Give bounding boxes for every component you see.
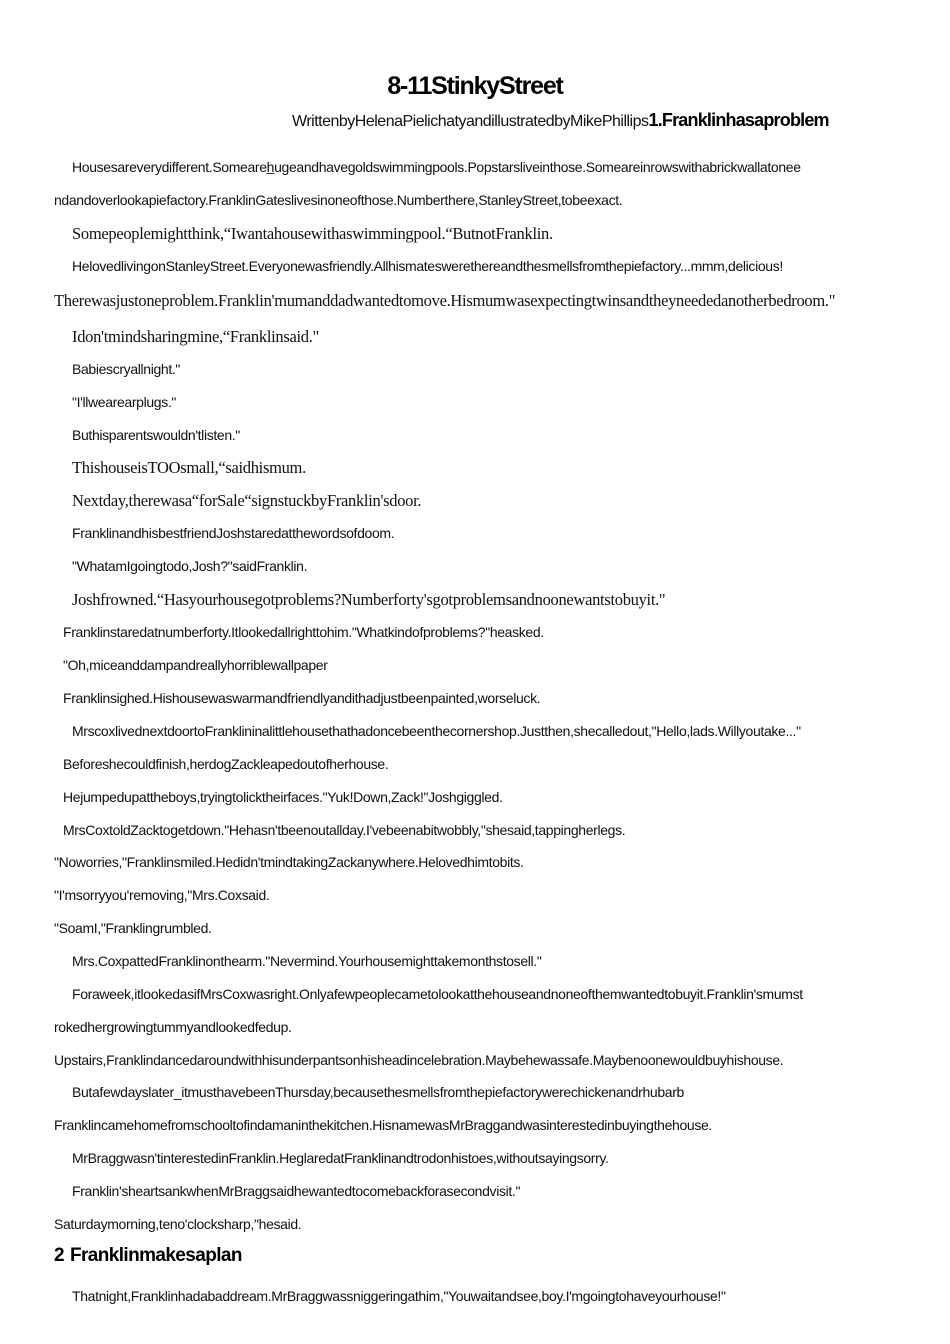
paragraph-line: ThishouseisTOOsmall,“saidhismum. [72,458,306,477]
paragraph-line: Butafewdayslater_itmusthavebeenThursday,becausethesmellsfromthepiefactorywerechickenandrhubarb [72,1084,684,1100]
paragraph-line: Hejumpedupattheboys,tryingtolicktheirfaces."Yuk!Down,Zack!"Joshgiggled. [63,789,503,805]
paragraph-line: "WhatamIgoingtodo,Josh?"saidFranklin. [72,558,308,574]
chapter-1-heading: 1.Franklinhasaproblem [648,110,829,130]
paragraph-line: "SoamI,"Franklingrumbled. [54,920,212,936]
paragraph-line: Upstairs,Franklindancedaroundwithhisunderpantsonhisheadincelebration.Maybehewassafe.Maybenoonewouldbuyhishouse. [54,1052,784,1068]
paragraph-line: Buthisparentswouldn'tlisten." [72,427,240,443]
paragraph-line: Franklin'sheartsankwhenMrBraggsaidhewantedtocomebackforasecondvisit." [72,1183,521,1199]
paragraph-line: Foraweek,itlookedasifMrsCoxwasright.Onlyafewpeoplecametolookatthehouseandnoneofthemwantedtobuyit.Franklin'smumst [72,986,803,1002]
paragraph-line: "Noworries,"Franklinsmiled.Hedidn'tmindtakingZackanywhere.Helovedhimtobits. [54,854,524,870]
paragraph-line: Housesareverydifferent.Someareh̲ugeandhavegoldswimmingpools.Popstarsliveinthose.Someareinrowswithabrickwallatonee [72,159,801,175]
chapter-2-number: 2 [54,1245,64,1266]
paragraph-line: Thatnight,Franklinhadabaddream.MrBraggwassniggeringathim,"Youwaitandsee,boy.I'mgoingtohaveyourhouse!" [72,1288,726,1304]
chapter-2-heading-line [54,1245,242,1267]
paragraph-line: Saturdaymorning,teno'clocksharp,"hesaid. [54,1216,302,1232]
paragraph-line: MrscoxlivednextdoortoFranklininalittlehousethathadoncebeenthecornershop.Justthen,shecalledout,"Hello,lads.Willyoutake..." [72,723,801,739]
paragraph-line: Idon'tmindsharingmine,“Franklinsaid." [72,327,319,346]
byline: WrittenbyHelenaPielichatyandillustratedbyMikePhillips [292,113,649,130]
paragraph-line: "Oh,miceanddampandreallyhorriblewallpaper [63,657,328,673]
paragraph-line: Franklincamehomefromschooltofindamaninthekitchen.HisnamewasMrBraggandwasinterestedinbuyingthehouse. [54,1117,712,1133]
paragraph-line: Therewasjustoneproblem.Franklin'mumanddadwantedtomove.Hismumwasexpectingtwinsandtheyneededanotherbedroom." [54,291,836,310]
paragraph-line: Babiescryallnight." [72,361,181,377]
paragraph-line: MrBraggwasn'tinterestedinFranklin.HeglaredatFranklinandtrodonhistoes,withoutsayingsorry. [72,1150,609,1166]
paragraph-line: Mrs.CoxpattedFranklinonthearm."Nevermind.Yourhousemighttakemonthstosell." [72,953,542,969]
paragraph-line: Franklinsighed.Hishousewaswarmandfriendlyandithadjustbeenpainted,worseluck. [63,690,541,706]
paragraph-line: rokedhergrowingtummyandlookedfedup. [54,1019,292,1035]
paragraph-line: Joshfrowned.“Hasyourhousegotproblems?Numberforty'sgotproblemsandnoonewantstobuyit." [72,590,666,609]
paragraph-line: "I'msorryyou'removing,"Mrs.Coxsaid. [54,887,270,903]
paragraph-line: "I'llwearearplugs." [72,394,177,410]
paragraph-line: FranklinandhisbestfriendJoshstaredatthewordsofdoom. [72,525,395,541]
paragraph-line: Franklinstaredatnumberforty.Itlookedallrighttohim."Whatkindofproblems?"heasked. [63,624,544,640]
paragraph-line: ndandoverlookapiefactory.FranklinGateslivesinoneofthose.Numberthere,StanleyStreet,tobeexact. [54,192,623,208]
paragraph-line: HelovedlivingonStanleyStreet.Everyonewasfriendly.Allhismateswerethereandthesmellsfromthepiefactory...mmm,delicious! [72,258,783,274]
byline-line [292,110,829,131]
paragraph-line: Somepeoplemightthink,“Iwantahousewithaswimmingpool.“ButnotFranklin. [72,224,553,243]
paragraph-line: Nextday,therewasa“forSale“signstuckbyFranklin'sdoor. [72,491,422,510]
paragraph-line: Beforeshecouldfinish,herdogZackleapedoutofherhouse. [63,756,389,772]
document-title: 8-11StinkyStreet [387,72,563,100]
paragraph-line: MrsCoxtoldZacktogetdown."Hehasn'tbeenoutallday.I'vebeenabitwobbly,"shesaid,tappingherlegs. [63,822,626,838]
chapter-2-heading: Franklinmakesaplan [69,1245,242,1266]
